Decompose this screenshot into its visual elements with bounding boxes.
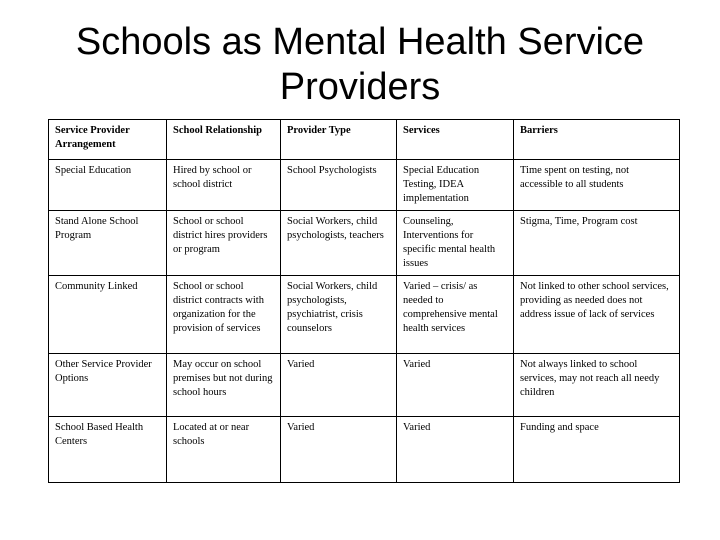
table-row: [49, 417, 680, 483]
header-provider-type: Provider Type: [281, 120, 397, 160]
table-cell: Varied: [397, 354, 514, 417]
table-row: [49, 354, 680, 417]
table-header-row: [49, 120, 680, 160]
table-cell: Varied: [281, 417, 397, 483]
table-row: [49, 276, 680, 354]
table-cell: May occur on school premises but not during school hours: [167, 354, 281, 417]
table-cell: Stigma, Time, Program cost: [514, 211, 680, 276]
table-cell: Varied: [281, 354, 397, 417]
table-row: [49, 160, 680, 211]
header-relationship: School Relationship: [167, 120, 281, 160]
table-cell: Not always linked to school services, may not reach all needy children: [514, 354, 680, 417]
table-cell: Time spent on testing, not accessible to all students: [514, 160, 680, 211]
table-cell: Stand Alone School Program: [49, 211, 167, 276]
header-arrangement: Service Provider Arrangement: [49, 120, 167, 160]
service-provider-table: [48, 119, 680, 483]
table-cell: Not linked to other school services, providing as needed does not address issue of lack of services: [514, 276, 680, 354]
table-cell: Community Linked: [49, 276, 167, 354]
table-cell: Special Education: [49, 160, 167, 211]
table-row: [49, 211, 680, 276]
table-cell: Hired by school or school district: [167, 160, 281, 211]
header-services: Services: [397, 120, 514, 160]
slide-title: Schools as Mental Health Service Providers: [75, 21, 645, 108]
table-cell: Counseling, Interventions for specific mental health issues: [397, 211, 514, 276]
table-cell: Special Education Testing, IDEA implementation: [397, 160, 514, 211]
table-cell: Located at or near schools: [167, 417, 281, 483]
table-cell: School Psychologists: [281, 160, 397, 211]
table-cell: Varied: [397, 417, 514, 483]
table-cell: School or school district hires providers or program: [167, 211, 281, 276]
header-barriers: Barriers: [514, 120, 680, 160]
table-cell: Social Workers, child psychologists, psychiatrist, crisis counselors: [281, 276, 397, 354]
table-cell: Other Service Provider Options: [49, 354, 167, 417]
table-cell: School Based Health Centers: [49, 417, 167, 483]
table-cell: Social Workers, child psychologists, teachers: [281, 211, 397, 276]
table-cell: School or school district contracts with organization for the provision of services: [167, 276, 281, 354]
table-cell: Funding and space: [514, 417, 680, 483]
table-cell: Varied – crisis/ as needed to comprehensive mental health services: [397, 276, 514, 354]
